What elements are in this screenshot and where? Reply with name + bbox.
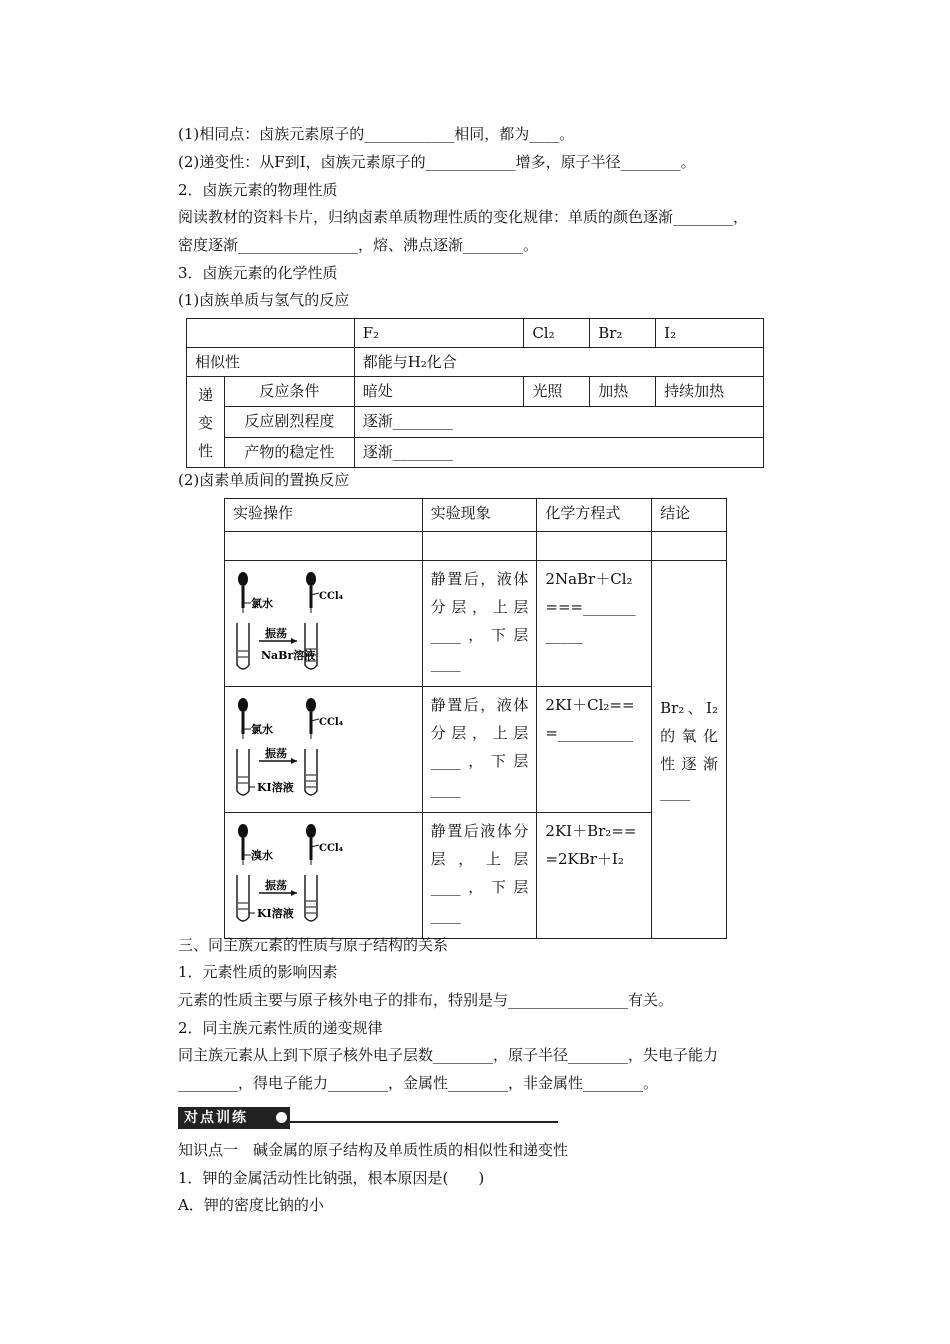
text-line: 阅读教材的资料卡片，归纳卤素单质物理性质的变化规律：单质的颜色逐渐________，: [178, 208, 749, 226]
bullet-icon: [276, 1112, 287, 1123]
table-row: [225, 532, 727, 561]
question-text: 1．钾的金属活动性比钠强，根本原因是( ): [178, 1169, 485, 1187]
header-i2: I₂: [656, 319, 764, 348]
reagent-label: 氯水: [251, 723, 273, 736]
solvent-label: CCl₄: [319, 717, 344, 728]
apparatus-cell: [225, 561, 423, 687]
reagent-label: 氯水: [251, 597, 273, 610]
solution-label: KI溶液: [257, 781, 294, 794]
phenomenon-cell: 静置后液体分层，上层____，下层____: [422, 813, 537, 939]
text-line: (2)卤素单质间的置换反应: [178, 471, 350, 489]
action-label: 振荡: [265, 747, 287, 760]
solvent-label: CCl₄: [319, 591, 344, 602]
phenomenon-cell: 静置后，液体分层，上层____，下层____: [422, 687, 537, 813]
text-line: 同主族元素从上到下原子核外电子层数________，原子半径________，失电子能力: [178, 1046, 719, 1064]
header-operation: 实验操作: [225, 499, 423, 532]
table-row: [187, 319, 764, 348]
conclusion-cell: Br₂、I₂的氧化性逐渐____: [652, 561, 727, 939]
test-tube-apparatus-icon: [225, 565, 345, 677]
section-heading: 3．卤族元素的化学性质: [178, 264, 338, 282]
condition-i2: 持续加热: [656, 377, 764, 407]
equation-cell: 2KI＋Cl₂===__________: [537, 687, 652, 813]
equation-cell: 2KI＋Br₂===2KBr＋I₂: [537, 813, 652, 939]
action-label: 振荡: [265, 879, 287, 892]
action-label: 振荡: [265, 627, 287, 640]
stability-label: 产物的稳定性: [224, 437, 354, 467]
test-tube-apparatus-icon: [225, 691, 345, 803]
text-line: 密度逐渐________________，熔、沸点逐渐________。: [178, 236, 539, 254]
apparatus-cell: [225, 813, 423, 939]
table-row: [225, 499, 727, 532]
gradient-label: 递 变 性: [187, 377, 225, 468]
intensity-label: 反应剧烈程度: [224, 407, 354, 437]
header-cl2: Cl₂: [524, 319, 590, 348]
section-heading: 2．同主族元素性质的递变规律: [178, 1019, 383, 1037]
equation-cell: 2NaBr＋Cl₂===____________: [537, 561, 652, 687]
table-row: [187, 348, 764, 377]
table-row: [187, 437, 764, 467]
text-line: 知识点一 碱金属的原子结构及单质性质的相似性和递变性: [178, 1141, 569, 1159]
header-br2: Br₂: [590, 319, 656, 348]
text-line: (1)相同点：卤族元素原子的____________相同，都为____。: [178, 125, 575, 143]
text-line: (1)卤族单质与氢气的反应: [178, 291, 350, 309]
practice-banner: [178, 1107, 558, 1129]
solution-label: KI溶液: [257, 907, 294, 920]
condition-cl2: 光照: [524, 377, 590, 407]
text-line: (2)递变性：从F到I，卤族元素原子的____________增多，原子半径________。: [178, 153, 696, 171]
section-heading: 三、同主族元素的性质与原子结构的关系: [178, 936, 449, 954]
header-f2: F₂: [354, 319, 524, 348]
apparatus-cell: [225, 687, 423, 813]
section-heading: 2．卤族元素的物理性质: [178, 181, 338, 199]
reagent-label: 溴水: [251, 849, 273, 862]
stability-value: 逐渐________: [354, 437, 763, 467]
divider: [290, 1121, 558, 1123]
table-row: [225, 813, 727, 939]
halogen-hydrogen-table: [186, 318, 764, 468]
condition-label: 反应条件: [224, 377, 354, 407]
table-row: [225, 687, 727, 813]
banner-title: 对点训练: [178, 1107, 290, 1129]
phenomenon-cell: 静置后，液体分层，上层____，下层____: [422, 561, 537, 687]
text-line: ________，得电子能力________，金属性________，非金属性________。: [178, 1074, 659, 1092]
table-row: [225, 561, 727, 687]
condition-f2: 暗处: [354, 377, 524, 407]
table-row: [187, 407, 764, 437]
text-line: 元素的性质主要与原子核外电子的排布，特别是与________________有关。: [178, 991, 674, 1009]
intensity-value: 逐渐________: [354, 407, 763, 437]
header-equation: 化学方程式: [537, 499, 652, 532]
answer-option: A．钾的密度比钠的小: [178, 1196, 324, 1214]
displacement-table: [224, 498, 727, 939]
condition-br2: 加热: [590, 377, 656, 407]
solvent-label: CCl₄: [319, 843, 344, 854]
header-conclusion: 结论: [652, 499, 727, 532]
table-row: [187, 377, 764, 407]
similarity-label: 相似性: [187, 348, 355, 377]
test-tube-apparatus-icon: [225, 817, 345, 929]
solution-label: NaBr溶液: [261, 649, 316, 662]
section-heading: 1．元素性质的影响因素: [178, 963, 338, 981]
header-phenomenon: 实验现象: [422, 499, 537, 532]
similarity-value: 都能与H₂化合: [354, 348, 763, 377]
